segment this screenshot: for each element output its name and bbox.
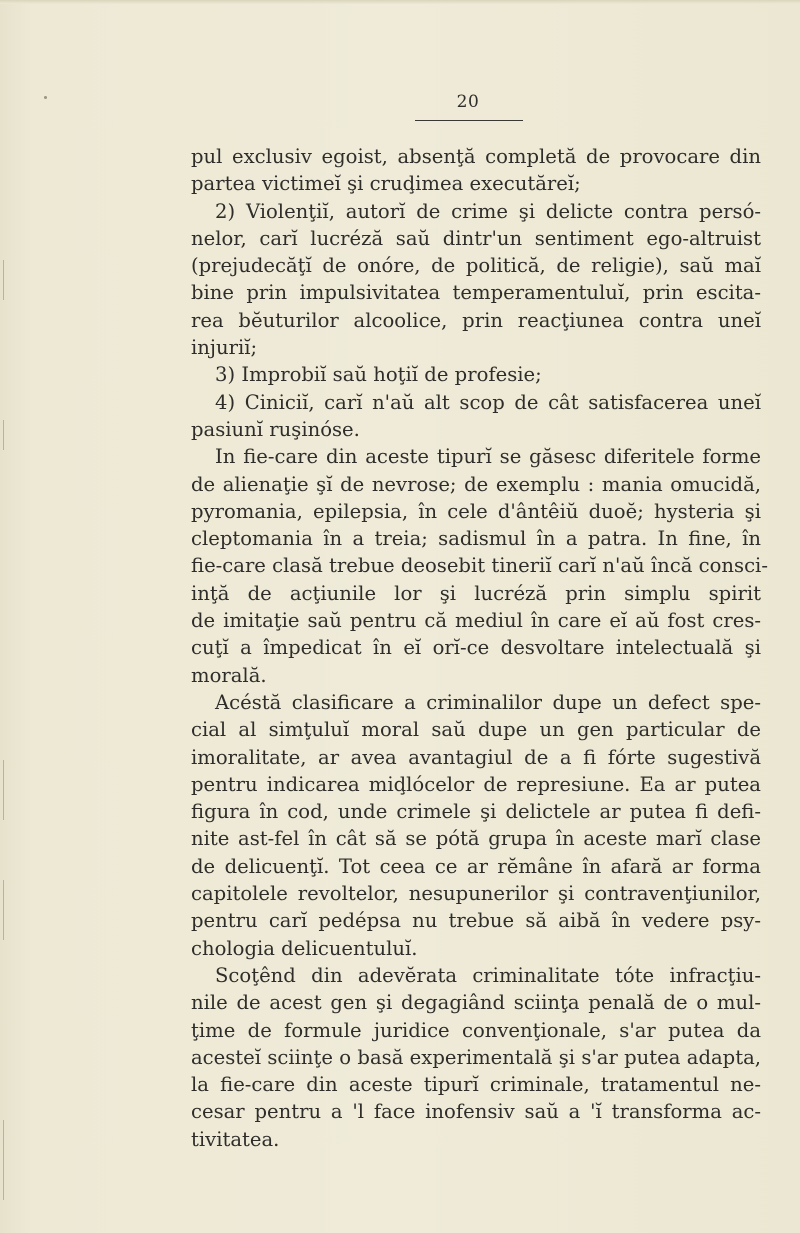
text-line: pyromania, epilepsia, în cele d'ântêiŭ duoĕ; hysteria şi [191,499,761,523]
text-line: chologia delicuentuluĭ. [191,936,418,960]
text-line: de alienaţie şĭ de nevrose; de exemplu : mania omucidă, [191,472,761,496]
text-line: cial al simţuluĭ moral saŭ dupe un gen particular de [191,718,761,742]
body-text [191,143,768,1153]
text-line: de delicuenţĭ. Tot ceea ce ar rĕmâne în afară ar forma [191,854,761,878]
page-number: 20 [456,92,480,112]
text-line: pentru carĭ pedépsa nu trebue să aibă în vedere psy- [191,909,761,933]
margin-mark [3,260,4,300]
text-line: rea bĕuturilor alcoolice, prin reacţiunea contra uneĭ [191,308,761,332]
text-line: nelor, carĭ lucréză saŭ dintr'un sentiment ego-altruist [191,226,761,250]
text-line: tivitatea. [191,1127,280,1151]
text-line: Acéstă clasificare a criminalilor dupe un defect spe- [215,690,761,714]
text-line: capitolele revoltelor, nesupunerilor şi contravenţiunilor, [191,882,761,906]
margin-mark [3,880,4,940]
text-line: pul exclusiv egoist, absenţă completă de provocare din [191,145,761,168]
text-line: de imitaţie saŭ pentru că mediul în care eĭ aŭ fost cres- [191,609,761,633]
text-line: pasiunĭ ruşinóse. [191,417,360,441]
text-line: figura în cod, unde crimele şi delictele ar putea fi defi- [191,800,761,824]
text-line: ţime de formule juridice convenţionale, s'ar putea da [191,1018,761,1042]
text-line: injuriĭ; [191,336,258,360]
text-line: nile de acest gen şi degagiând sciinţa penală de o mul- [191,991,761,1015]
text-line: (prejudecăţĭ de onóre, de politică, de religie), saŭ maĭ [191,254,761,278]
text-line: partea victimeĭ şi cruḑimea executăreĭ; [191,172,581,196]
text-line: 2) Violenţiĭ, autorĭ de crime şi delicte contra persó- [215,199,761,223]
margin-mark [3,420,4,450]
text-line: nite ast-fel în cât să se pótă grupa în aceste marĭ clase [191,827,761,851]
text-line: la fie-care din aceste tipurĭ criminale, tratamentul ne- [191,1073,761,1097]
page-number-rule [415,120,523,121]
text-line: fie-care clasă trebue deosebit tineriĭ carĭ n'aŭ încă consci- [191,554,768,578]
text-line: 4) Ciniciĭ, carĭ n'aŭ alt scop de cât satisfacerea uneĭ [215,390,761,414]
text-line: 3) Improbiĭ saŭ hoţiĭ de profesie; [215,363,542,387]
text-line: bine prin impulsivitatea temperamentuluĭ, prin escita- [191,281,761,305]
text-line: acesteĭ sciinţe o basă experimentală şi s'ar putea adapta, [191,1045,761,1069]
text-line: inţă de acţiunile lor şi lucréză prin simplu spirit [191,581,761,605]
text-line: cuţĭ a împedicat în eĭ orĭ-ce desvoltare intelectuală şi [191,636,761,660]
margin-mark [3,1120,4,1200]
text-line: In fie-care din aceste tipurĭ se găsesc diferitele forme [215,445,761,469]
margin-mark [3,760,4,820]
text-line: imoralitate, ar avea avantagiul de a fi fórte sugestivă [191,745,761,769]
text-line: Scoţênd din adevĕrata criminalitate tóte infracţiu- [215,963,761,987]
text-line: cesar pentru a 'l face inofensiv saŭ a 'ĭ transforma ac- [191,1100,761,1124]
page-top-edge [0,0,800,4]
text-line: cleptomania în a treia; sadismul în a patra. In fine, în [191,527,761,551]
text-line: morală. [191,663,267,687]
text-line: pentru indicarea miḑlócelor de represiune. Ea ar putea [191,772,761,796]
